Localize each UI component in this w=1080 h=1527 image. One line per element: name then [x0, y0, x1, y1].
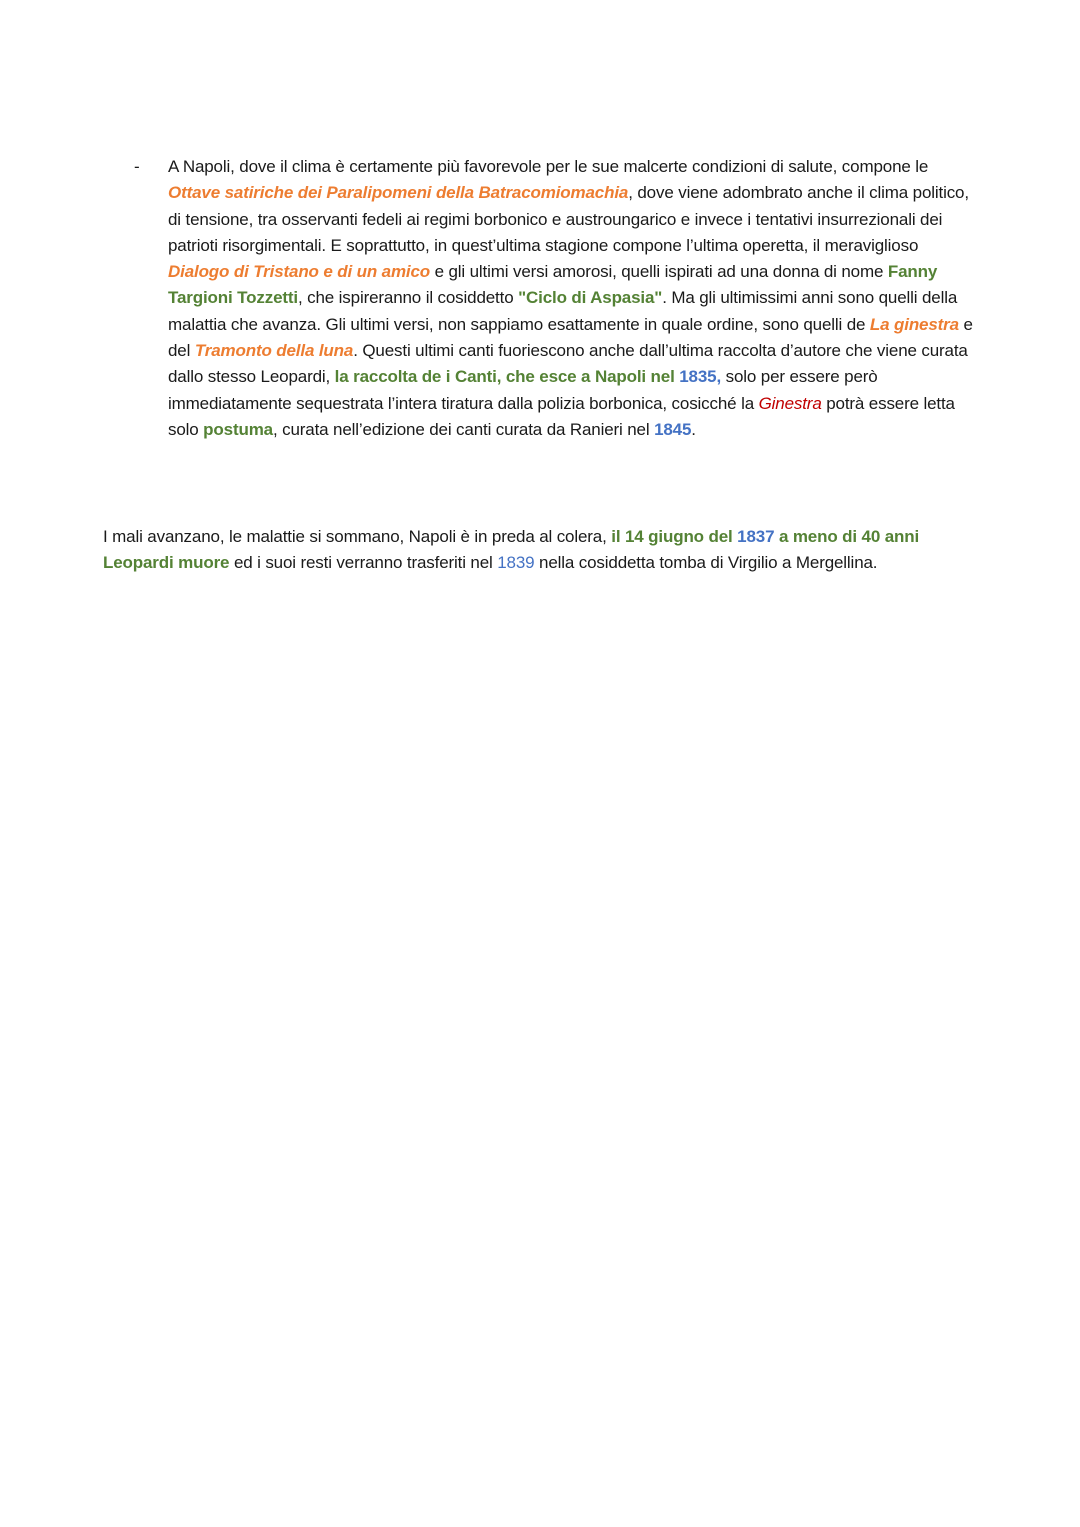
bullet-text-run: . Ma gli ultimissimi anni sono quelli della malattia che avanza. Gli ultimi versi, non sappiamo esattamente in quale ordine, sono quelli de: [168, 288, 958, 334]
bullet-text-run: Ottave satiriche dei Paralipomeni della Batracomiomachia: [168, 183, 629, 203]
bullet-text-run: Fanny Targioni Tozzetti: [168, 262, 938, 308]
paragraph-text-run: ed i suoi resti verranno trasferiti nel: [229, 553, 498, 573]
bullet-text-run: Tramonto della luna: [194, 341, 354, 361]
bullet-text-run: postuma: [203, 419, 273, 439]
bullet-text-run: "Ciclo di Aspasia": [518, 288, 663, 308]
bullet-text-run: . Questi ultimi canti fuoriescono anche dall’ultima raccolta d’autore che viene curata dallo stesso Leopardi,: [168, 341, 968, 387]
bullet-paragraph: [168, 154, 983, 443]
paragraph-text-run: 1837: [737, 527, 775, 546]
bullet-text-run: solo per essere però immediatamente sequestrata l’intera tiratura dalla polizia borbonica, cosicché la: [168, 367, 878, 413]
paragraph-text-run: I mali avanzano, le malattie si sommano, Napoli è in preda al colera,: [103, 527, 612, 546]
bullet-text-run: Dialogo di Tristano e di un amico: [168, 262, 431, 282]
bullet-text-run: 1845: [654, 419, 692, 439]
closing-paragraph: [103, 524, 963, 577]
paragraph-text-run: 1839: [497, 553, 535, 573]
bullet-text-run: A Napoli, dove il clima è certamente più favorevole per le sue malcerte condizioni di salute, compone le: [168, 157, 929, 176]
paragraph-text-run: a meno di 40 anni Leopardi muore: [103, 527, 920, 573]
paragraph-text-run: nella cosiddetta tomba di Virgilio a Mergellina.: [534, 553, 878, 573]
bullet-text-run: , che ispireranno il cosiddetto: [297, 288, 519, 308]
bullet-text-run: la raccolta de i Canti, che esce a Napoli nel: [334, 367, 680, 387]
bullet-text-run: La ginestra: [869, 314, 959, 334]
bullet-text-run: potrà essere letta solo: [168, 393, 955, 439]
bullet-marker: -: [134, 157, 140, 176]
bullet-text-run: , dove viene adombrato anche il clima politico, di tensione, tra osservanti fedeli ai regimi borbonico e austroungarico e invece i tentativi insurrezionali dei patrioti risorgimentali. E soprattutto, in quest’ultima stagione compone l’ultima operetta, il meraviglioso: [168, 183, 969, 255]
bullet-text-run: .: [691, 419, 696, 439]
paragraph-text-run: il 14 giugno del: [611, 527, 738, 546]
bullet-text-run: Ginestra: [758, 393, 822, 413]
bullet-text-run: , curata nell’edizione dei canti curata da Ranieri nel: [272, 419, 655, 439]
bullet-text-run: e del: [168, 314, 973, 361]
bullet-text-run: 1835,: [679, 367, 722, 387]
bullet-text-run: e gli ultimi versi amorosi, quelli ispirati ad una donna di nome: [430, 262, 888, 282]
